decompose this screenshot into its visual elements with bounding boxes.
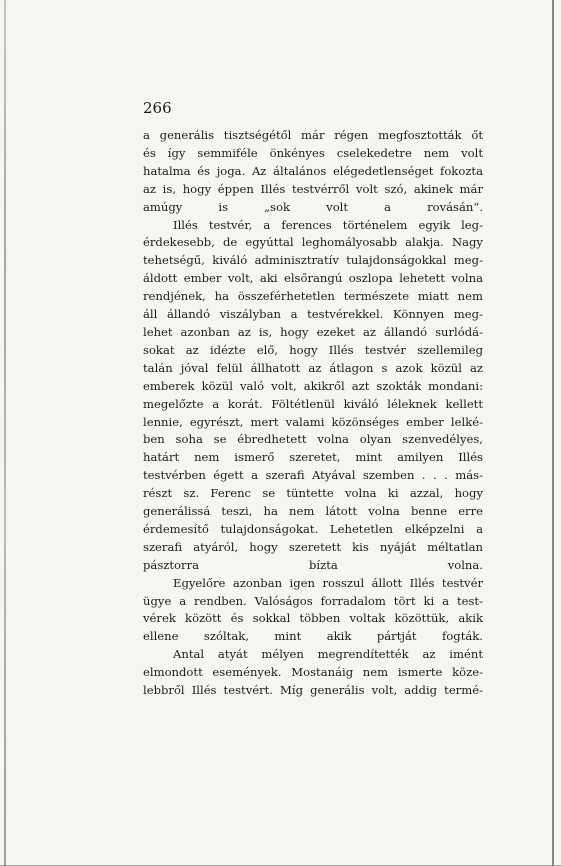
paragraph-4: Antal atyát mélyen megrendítették az imént elmondott események. Mostanáig nem ismerte köze- lebbről Illés testvért. Míg generális volt, addig termé-	[143, 647, 483, 698]
page-edge-right	[552, 0, 554, 866]
body-text	[143, 127, 483, 700]
paragraph-3: Egyelőre azonban igen rosszul állott Illés testvér ügye a rendben. Valóságos forradalom tört ki a test- vérek között és sokkal többen voltak közöttük, akik ellene szóltak, mint akik pártját fogták.	[143, 575, 483, 644]
paragraph-1: a generális tisztségétől már régen megfosztották őt és így semmiféle önkényes cselekedetre nem volt hatalma és joga. Az általános elégedetlenséget fokozta az is, hogy éppen Illés testvérről volt szó, akinek már amúgy is „sok volt a rovásán“.	[143, 128, 483, 214]
paragraph-2: Illés testvér, a ferences történelem egyik leg- érdekesebb, de egyúttal leghomályosabb alakja. Nagy tehetségű, kiváló adminisztratív tulajdonságokkal meg- áldott ember volt, aki elsőrangú oszlopa lehetett volna rendjének, ha összeférhetetlen természete miatt nem áll állandó viszályban a testvérekkel. Könnyen meg- lehet azonban az is, hogy ezeket az állandó surlódá- sokat az idézte elő, hogy Illés testvér szellemileg talán jóval felül állhatott az átlagon s azok közül az emberek közül való volt, akikről azt szokták mondani: megelőzte a korát. Föltétlenül kiváló léleknek kellett lennie, egyrészt, mert valami közönséges ember lelké- ben soha se ébredhetett volna olyan szenvedélyes, határt nem ismerő szeretet, mint amilyen Illés testvérben égett a szerafi Atyával szemben . . . más- részt sz. Ferenc se tüntette volna ki azzal, hogy generálissá teszi, ha nem látott volna benne erre érdemesítő tulajdonságokat. Lehetetlen elképzelni a szerafi atyáról, hogy szeretett kis nyáját méltatlan pásztorra bízta volna.	[143, 217, 483, 572]
page-edge-left	[4, 0, 6, 866]
page-number: 266	[143, 99, 172, 117]
